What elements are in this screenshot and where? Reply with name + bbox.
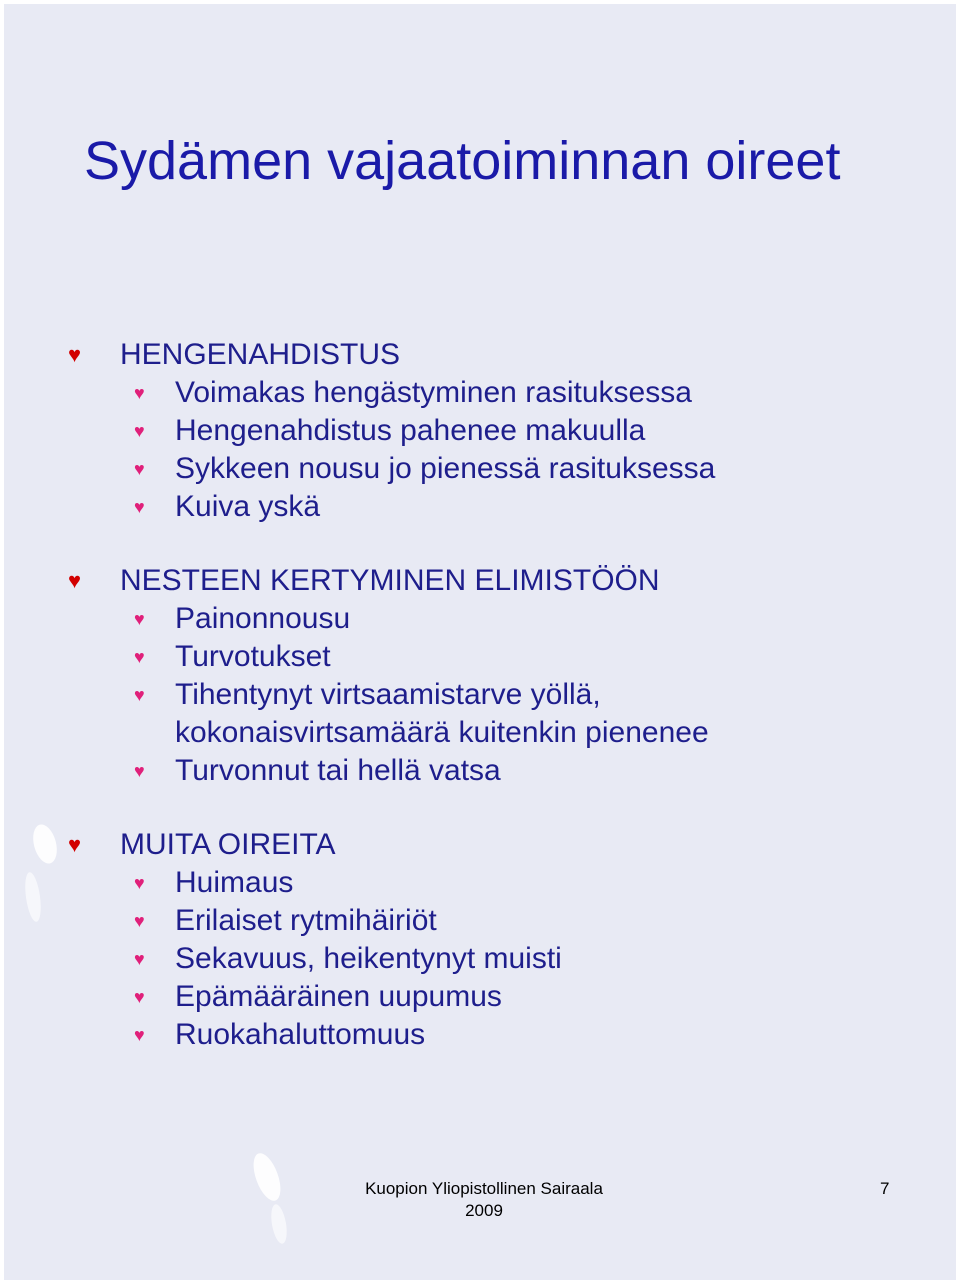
heart-icon: ♥ [134,459,145,479]
heart-icon: ♥ [134,1025,145,1045]
footer-organization: Kuopion Yliopistollinen Sairaala [365,1179,603,1198]
list-item-text: Hengenahdistus pahenee makuulla [175,414,646,447]
heart-icon: ♥ [134,647,145,667]
heart-icon: ♥ [134,421,145,441]
footer [334,1178,634,1222]
heart-icon: ♥ [134,609,145,629]
list-item-text: Ruokahaluttomuus [175,1018,426,1051]
list-item [4,940,956,978]
list-item-text: Epämääräinen uupumus [175,980,502,1013]
heart-icon: ♥ [134,497,145,517]
list-item [4,864,956,902]
slide [4,4,956,1280]
section-heading-text: NESTEEN KERTYMINEN ELIMISTÖÖN [120,564,660,597]
decorative-swoosh [269,1203,290,1245]
list-item [4,1016,956,1054]
slide-title: Sydämen vajaatoiminnan oireet [84,131,841,191]
section-heading [4,562,956,600]
heart-icon: ♥ [134,873,145,893]
list-item [4,600,956,638]
list-item [4,488,956,526]
list-item [4,450,956,488]
list-item [4,978,956,1016]
section-heading [4,336,956,374]
list-item-text: Huimaus [175,866,294,899]
heart-icon: ♥ [68,342,82,367]
page-number: 7 [880,1179,890,1198]
section-heading-text: MUITA OIREITA [120,828,336,861]
list-item-text: Erilaiset rytmihäiriöt [175,904,437,937]
list-item [4,752,956,790]
footer-year: 2009 [465,1201,503,1220]
heart-icon: ♥ [134,949,145,969]
decorative-swoosh [248,1150,286,1205]
heart-icon: ♥ [134,911,145,931]
section-heading [4,826,956,864]
section-hengenahdistus [4,336,956,526]
heart-icon: ♥ [134,685,145,705]
list-item-text: Turvotukset [175,640,331,673]
section-muita-oireita [4,826,956,1054]
list-item [4,638,956,676]
heart-icon: ♥ [134,987,145,1007]
slide-content [4,336,956,1090]
list-item-text: Tihentynyt virtsaamistarve yöllä, kokonaisvirtsamäärä kuitenkin pienenee [175,678,709,749]
section-nesteen-kertyminen [4,562,956,790]
list-item [4,412,956,450]
list-item-text: Kuiva yskä [175,490,321,523]
list-item [4,676,775,752]
list-item [4,374,956,412]
list-item-text: Sykkeen nousu jo pienessä rasituksessa [175,452,716,485]
heart-icon: ♥ [134,761,145,781]
section-heading-text: HENGENAHDISTUS [120,338,401,371]
list-item-text: Voimakas hengästyminen rasituksessa [175,376,692,409]
list-item-text: Painonnousu [175,602,351,635]
heart-icon: ♥ [68,568,82,593]
list-item-text: Turvonnut tai hellä vatsa [175,754,501,787]
heart-icon: ♥ [134,383,145,403]
list-item [4,902,956,940]
list-item-text: Sekavuus, heikentynyt muisti [175,942,562,975]
heart-icon: ♥ [68,832,82,857]
